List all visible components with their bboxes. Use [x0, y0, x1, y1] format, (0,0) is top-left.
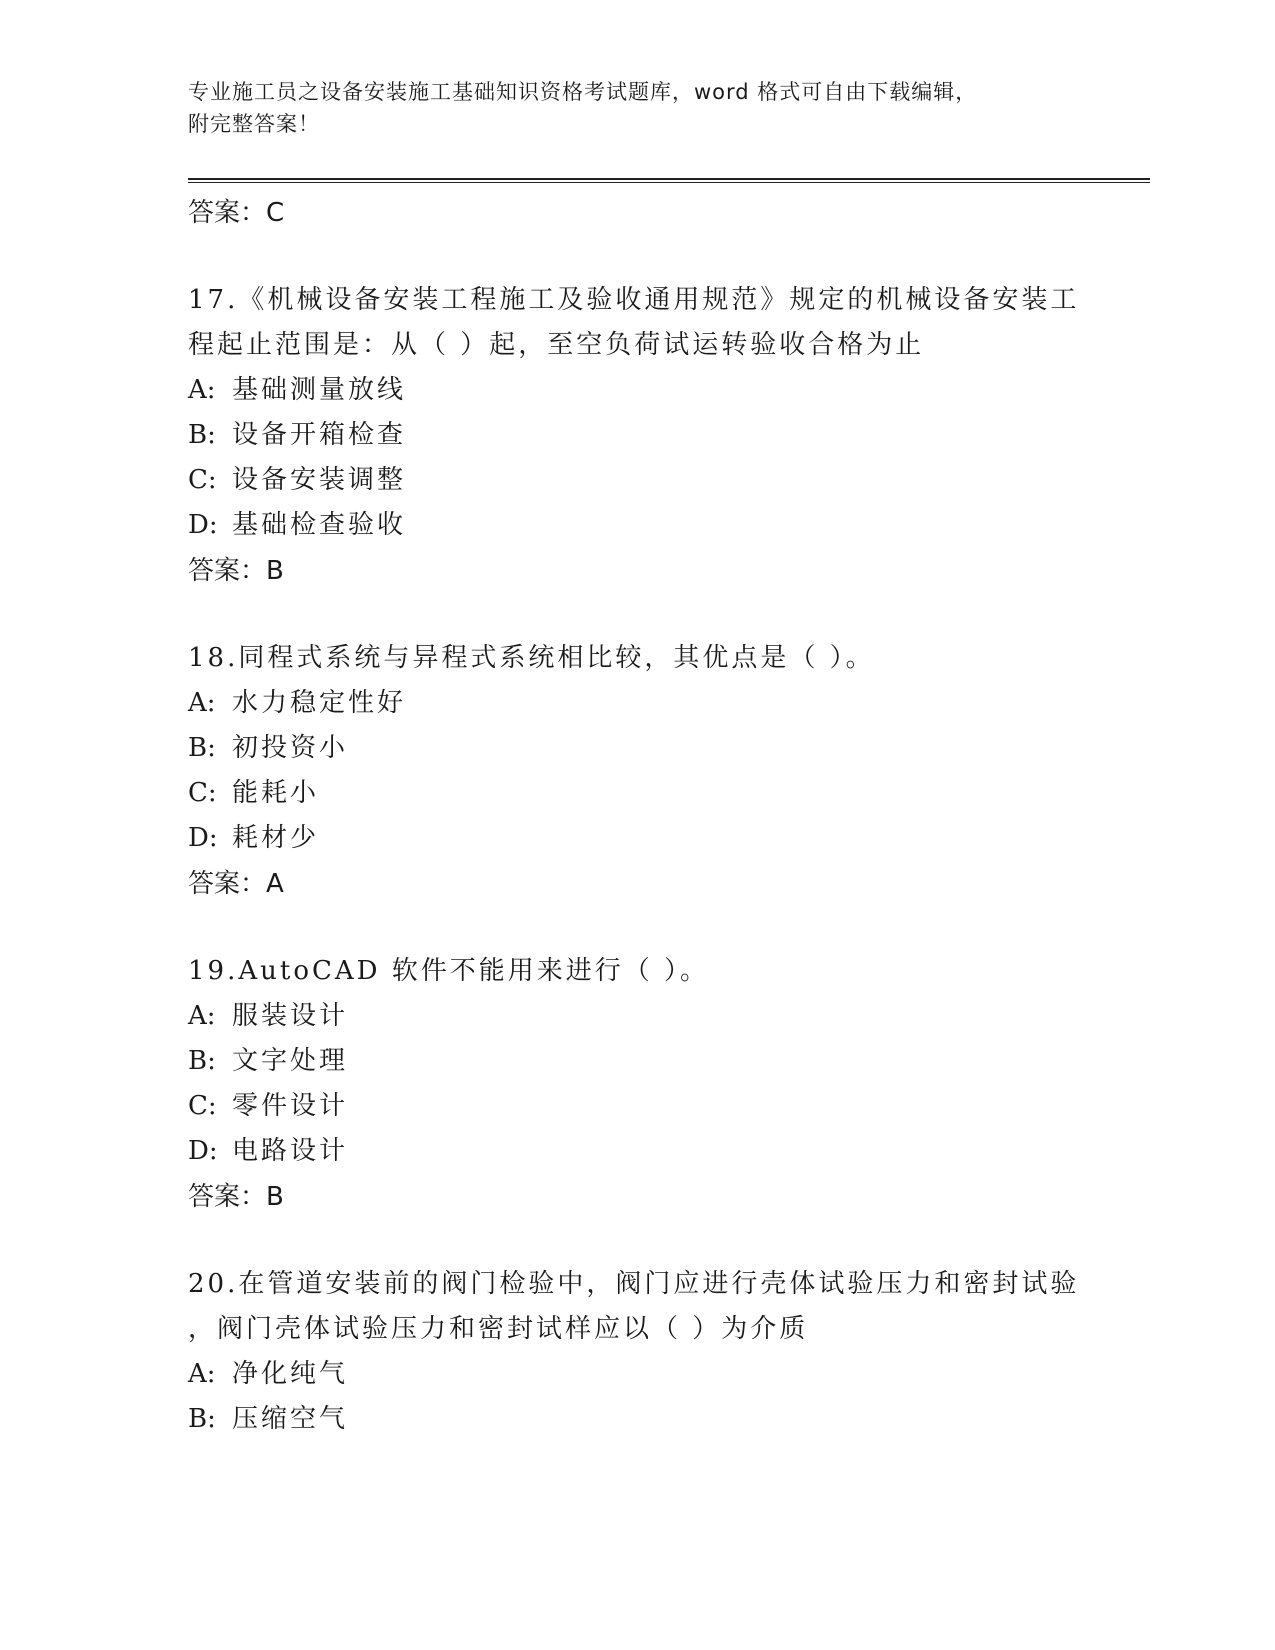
question-stem-line: 17.《机械设备安装工程施工及验收通用规范》规定的机械设备安装工 — [188, 285, 1080, 315]
option-text: 压缩空气 — [232, 1404, 349, 1434]
option-key: D: — [188, 1136, 218, 1166]
question-stem-line: ，阀门壳体试验压力和密封试样应以（ ）为介质 — [188, 1314, 809, 1344]
answer-line: 答案：B — [188, 1182, 284, 1212]
option-key: B: — [188, 733, 216, 763]
option-key: C: — [188, 1091, 217, 1121]
header-divider-thick — [188, 178, 1150, 180]
page-header — [188, 76, 1088, 140]
header-divider-thin — [188, 182, 1150, 183]
option-c — [188, 1084, 1108, 1129]
option-a — [188, 1352, 1108, 1397]
option-text: 零件设计 — [232, 1091, 349, 1121]
option-text: 基础测量放线 — [232, 375, 407, 405]
option-text: 文字处理 — [232, 1046, 349, 1076]
option-b — [188, 1397, 1108, 1442]
option-b — [188, 1039, 1108, 1084]
option-text: 基础检查验收 — [232, 510, 407, 540]
answer-line: 答案：B — [188, 556, 284, 586]
spacer — [188, 594, 1108, 636]
option-a — [188, 994, 1108, 1039]
option-d — [188, 1129, 1108, 1174]
option-text: 服装设计 — [232, 1001, 349, 1031]
option-text: 设备安装调整 — [232, 465, 407, 495]
question-19 — [188, 949, 1108, 1220]
option-text: 电路设计 — [232, 1136, 349, 1166]
option-key: A: — [188, 688, 216, 718]
option-d — [188, 816, 1108, 861]
option-key: A: — [188, 375, 216, 405]
option-b — [188, 413, 1108, 458]
question-18 — [188, 636, 1108, 907]
option-key: D: — [188, 510, 218, 540]
question-stem-line: 20.在管道安装前的阀门检验中，阀门应进行壳体试验压力和密封试验 — [188, 1269, 1080, 1299]
option-text: 初投资小 — [232, 733, 349, 763]
option-c — [188, 771, 1108, 816]
option-key: D: — [188, 823, 218, 853]
option-key: C: — [188, 778, 217, 808]
option-key: A: — [188, 1001, 216, 1031]
answer-line: 答案：A — [188, 869, 284, 899]
option-a — [188, 368, 1108, 413]
option-key: B: — [188, 420, 216, 450]
header-line-2: 附完整答案！ — [188, 112, 320, 136]
spacer — [188, 907, 1108, 949]
question-list — [188, 190, 1108, 1442]
spacer — [188, 236, 1108, 278]
option-key: C: — [188, 465, 217, 495]
question-stem-line: 19.AutoCAD 软件不能用来进行（ ）。 — [188, 956, 710, 986]
header-line-1: 专业施工员之设备安装施工基础知识资格考试题库，word 格式可自由下载编辑， — [188, 80, 978, 104]
option-b — [188, 726, 1108, 771]
option-text: 能耗小 — [232, 778, 320, 808]
spacer — [188, 1220, 1108, 1262]
answer-line: 答案：C — [188, 198, 285, 228]
option-d — [188, 503, 1108, 548]
question-stem-line: 18.同程式系统与异程式系统相比较，其优点是（ ）。 — [188, 643, 875, 673]
option-text: 净化纯气 — [232, 1359, 349, 1389]
option-key: B: — [188, 1404, 216, 1434]
option-a — [188, 681, 1108, 726]
question-20 — [188, 1262, 1108, 1442]
question-17 — [188, 278, 1108, 594]
option-key: B: — [188, 1046, 216, 1076]
option-text: 设备开箱检查 — [232, 420, 407, 450]
question-stem-line: 程起止范围是：从（ ）起，至空负荷试运转验收合格为止 — [188, 330, 925, 360]
option-text: 水力稳定性好 — [232, 688, 407, 718]
option-c — [188, 458, 1108, 503]
option-text: 耗材少 — [232, 823, 320, 853]
option-key: A: — [188, 1359, 216, 1389]
